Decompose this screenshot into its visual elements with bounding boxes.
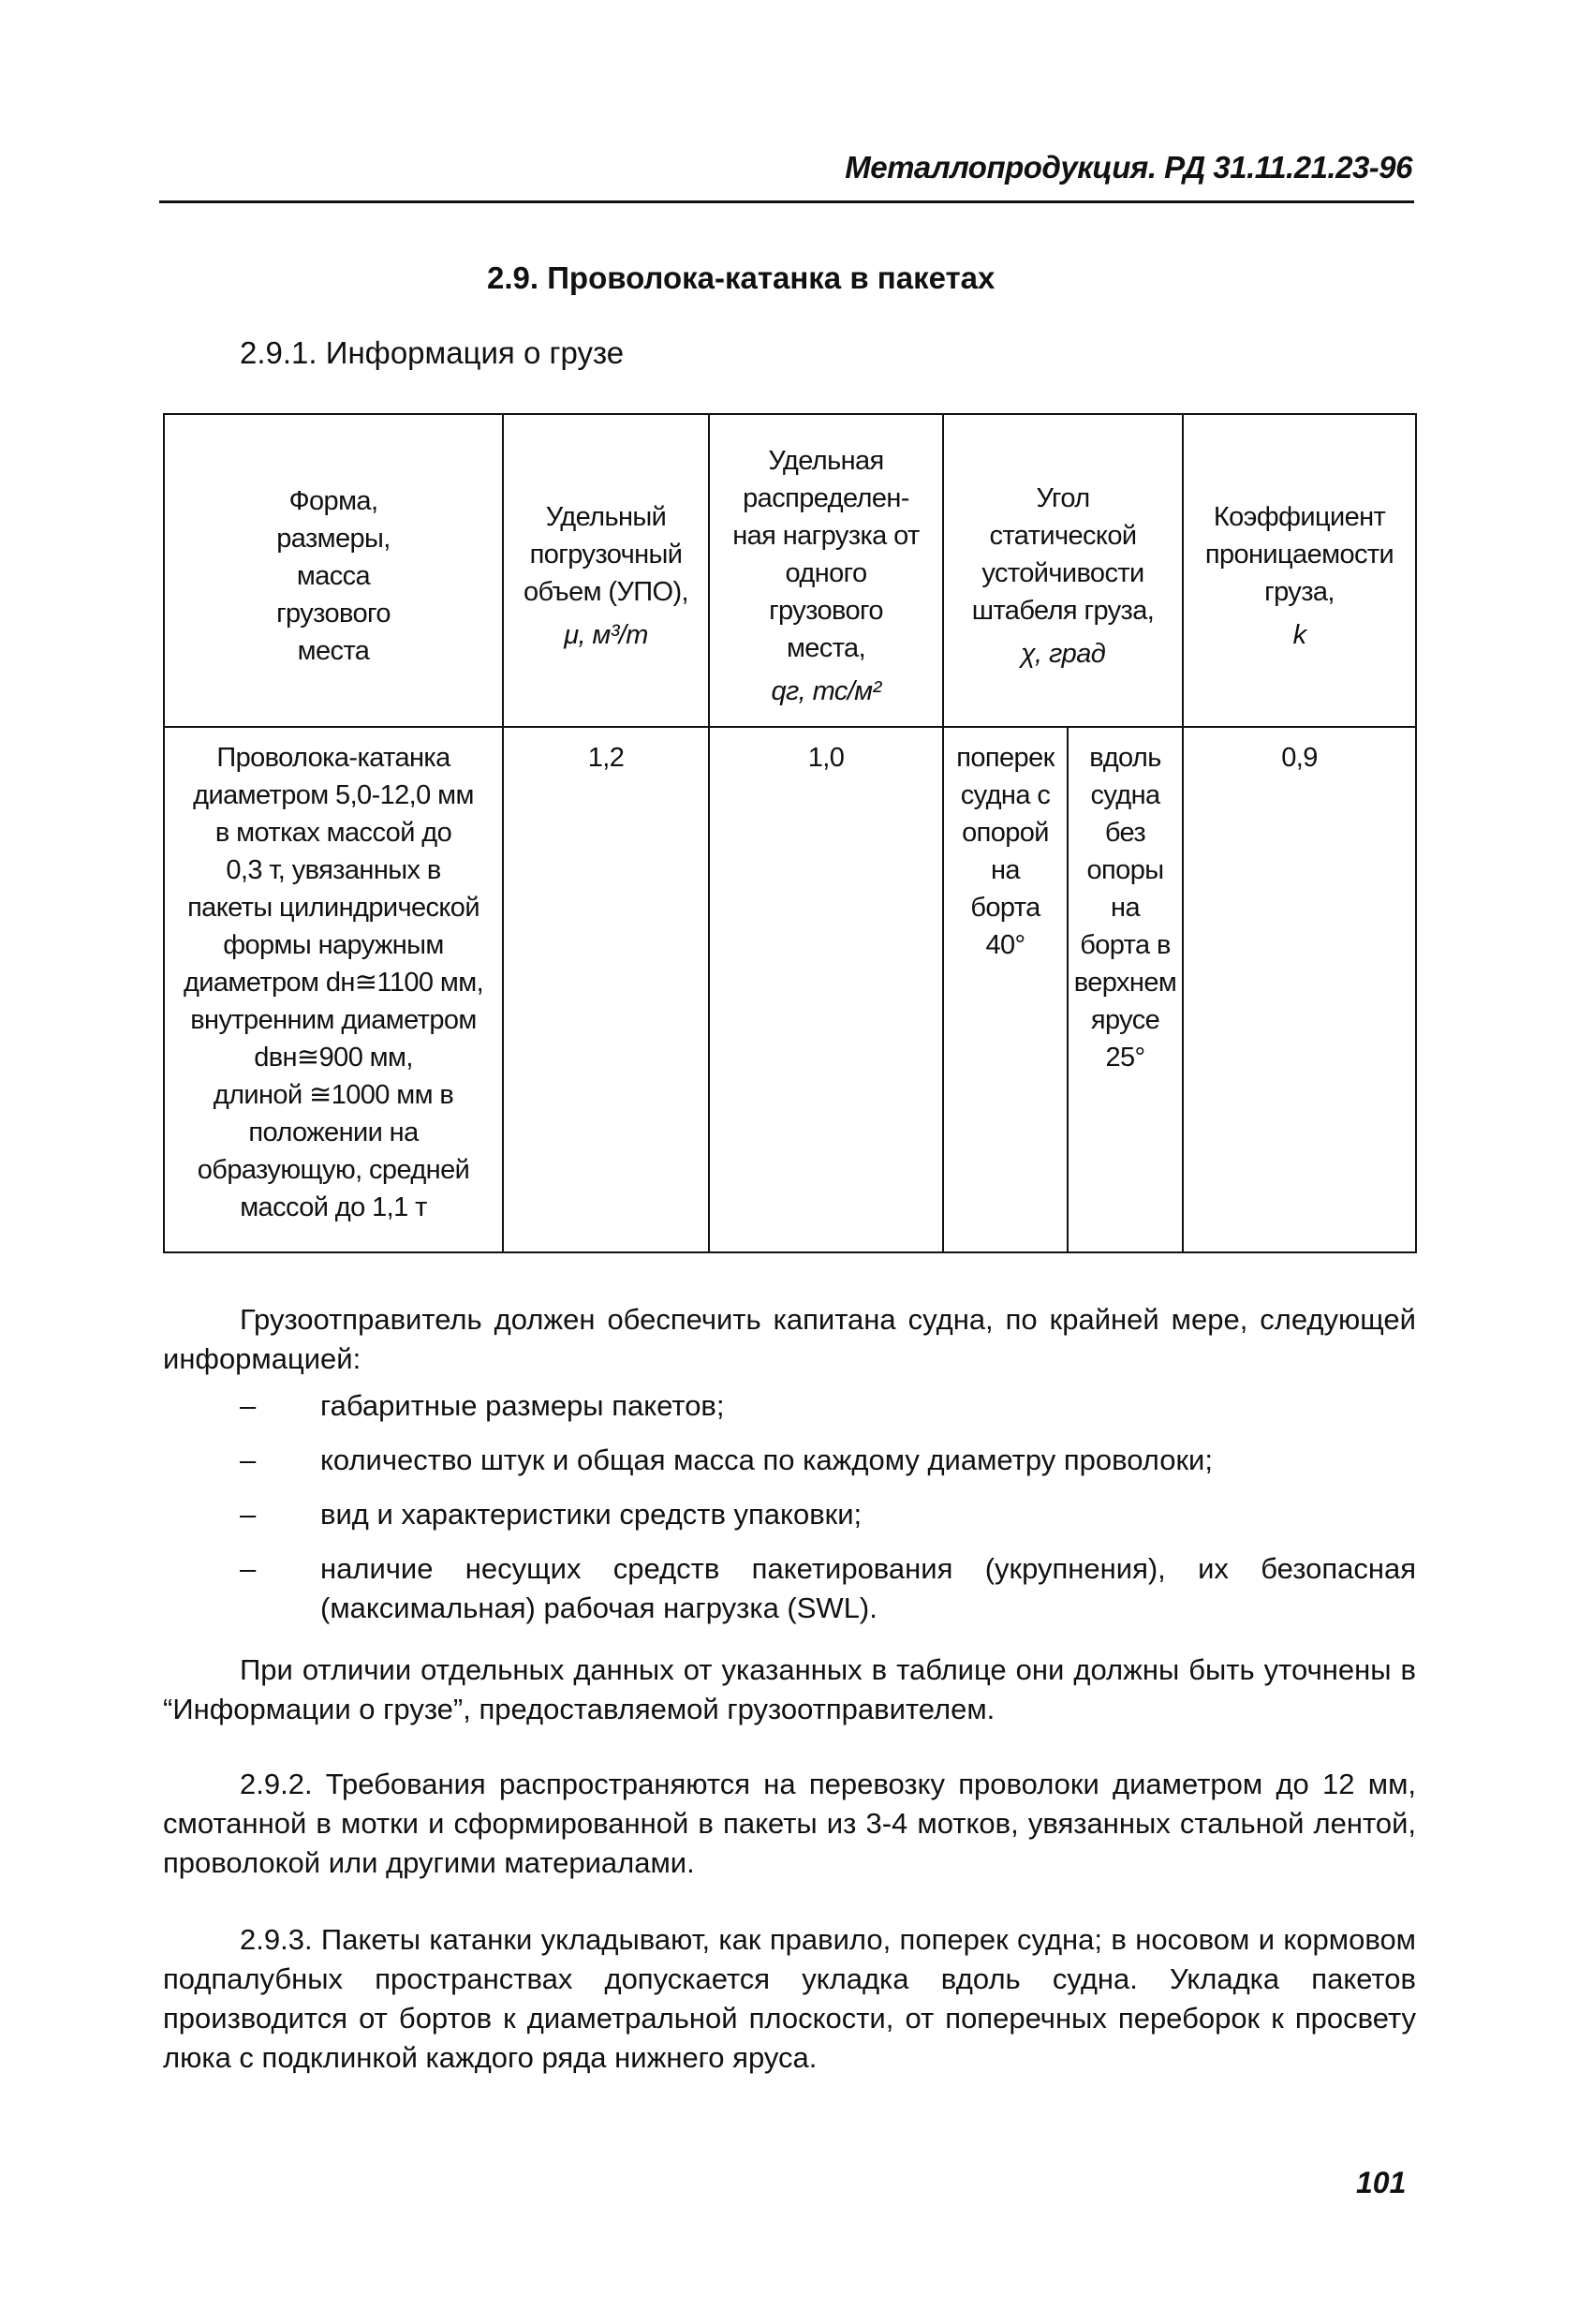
cell-description: Проволока-катанка диаметром 5,0-12,0 мм в мотках массой до 0,3 т, увязанных в пакеты цилиндрической формы наружным диаметром dн≅1100 мм, внутренним диаметром dвн≅900 мм, длиной ≅1000 мм в положении на образующую, средней массой до 1,1 т (164, 727, 503, 1252)
header-symbol-angle: χ, град (1020, 639, 1106, 669)
cell-angle-along: вдоль судна без опоры на борта в верхнем ярусе 25° (1068, 727, 1183, 1252)
section-title: 2.9. Проволока-катанка в пакетах (487, 260, 996, 295)
cell-permeability: 0,9 (1183, 727, 1416, 1252)
page-number: 101 (1356, 2166, 1407, 2199)
document-page: Металлопродукция. РД 31.11.21.23-96 2.9. Проволока-катанка в пакетах 2.9.1. Информация о грузе Форма, размеры, масса грузового места Удельный погрузочный объем (УПО), μ, м³/т Удельная распределен- ная нагрузка от одного грузового места, qг, тс/м² Угол статической устойчивости штабеля груза, χ, град Коэффициент проницаемости груза, k Проволока-катанка диаметром 5,0-12,0 мм в мотках массой до 0,3 т, увязанных в пакеты цилиндрической формы наружным диаметром dн≅1100 мм, внутренним диаметром dвн≅900 мм, длиной ≅1000 мм в положении на образующую, средней массой до 1,1 т 1,2 1,0 поперек судна с опорой на борта 40° вдоль судна без опоры на борта в верхнем ярусе 25° 0,9 Грузоотправитель должен обеспечить капитана судна, по крайней мере, следующей информацией: – габаритные размеры пакетов; – количество штук и общая масса по каждому диаметру проволоки; – вид и характеристики средств упаковки; – наличие несущих средств пакетирования (укрупнения), их безопасная (максимальная) рабочая нагрузка (SWL). При отличии отдельных данных от указанных в таблице они должны быть уточнены в “Информации о грузе”, предоставляемой грузоотправителем. 2.9.2. Требования распространяются на перевозку проволоки диаметром до 12 мм, смотанной в мотки и сформированной в пакеты из 3-4 мотков, увязанных стальной лентой, проволокой или другими материалами. 2.9.3. Пакеты катанки укладывают, как правило, поперек судна; в носовом и кормовом подпалубных пространствах допускается укладка вдоль судна. Укладка пакетов производится от бортов к диаметральной плоскости, от поперечных переборок к просвету люка с подклинкой каждого ряда нижнего яруса. 101 (0, 0, 1593, 2324)
paragraph-shipper-info: Грузоотправитель должен обеспечить капитана судна, по крайней мере, следующей информацией: (163, 1303, 1416, 1375)
header-cell-form: Форма, размеры, масса грузового места (164, 414, 503, 727)
paragraph-2-9-2: 2.9.2. Требования распространяются на перевозку проволоки диаметром до 12 мм, смотанной в мотки и сформированной в пакеты из 3-4 мотков, увязанных стальной лентой, проволокой или другими материалами. (163, 1768, 1416, 1879)
header-cell-load: Удельная распределен- ная нагрузка от одного грузового места, qг, тс/м² (709, 414, 943, 727)
header-symbol-load: qг, тс/м² (771, 676, 881, 706)
paragraph-deviations: При отличии отдельных данных от указанных в таблице они должны быть уточнены в “Информации о грузе”, предоставляемой грузоотправителем. (163, 1653, 1416, 1725)
paragraph-2-9-3: 2.9.3. Пакеты катанки укладывают, как правило, поперек судна; в носовом и кормовом подпалубных пространствах допускается укладка вдоль судна. Укладка пакетов производится от бортов к диаметральной плоскости, от поперечных переборок к просвету люка с подклинкой каждого ряда нижнего яруса. (163, 1923, 1416, 2074)
cargo-info-table (163, 413, 1417, 1253)
table-header-row (164, 414, 1416, 727)
subsection-heading: 2.9.1. Информация о грузе (240, 335, 625, 370)
cell-load: 1,0 (709, 727, 943, 1252)
bullet-dash: – (240, 1498, 257, 1531)
header-symbol-permeability: k (1292, 620, 1306, 650)
header-symbol-upo: μ, м³/т (564, 620, 648, 650)
table-row (164, 727, 1416, 1252)
header-cell-angle: Угол статической устойчивости штабеля груза, χ, град (943, 414, 1183, 727)
header-cell-permeability: Коэффициент проницаемости груза, k (1183, 414, 1416, 727)
header-rule (159, 200, 1414, 203)
bullet-dash: – (240, 1552, 257, 1585)
bullet-dash: – (240, 1389, 257, 1422)
cell-upo: 1,2 (503, 727, 709, 1252)
bullet-dash: – (240, 1443, 257, 1476)
running-header: Металлопродукция. РД 31.11.21.23-96 (845, 150, 1412, 185)
cell-angle-across: поперек судна с опорой на борта 40° (943, 727, 1068, 1252)
header-cell-upo: Удельный погрузочный объем (УПО), μ, м³/т (503, 414, 709, 727)
